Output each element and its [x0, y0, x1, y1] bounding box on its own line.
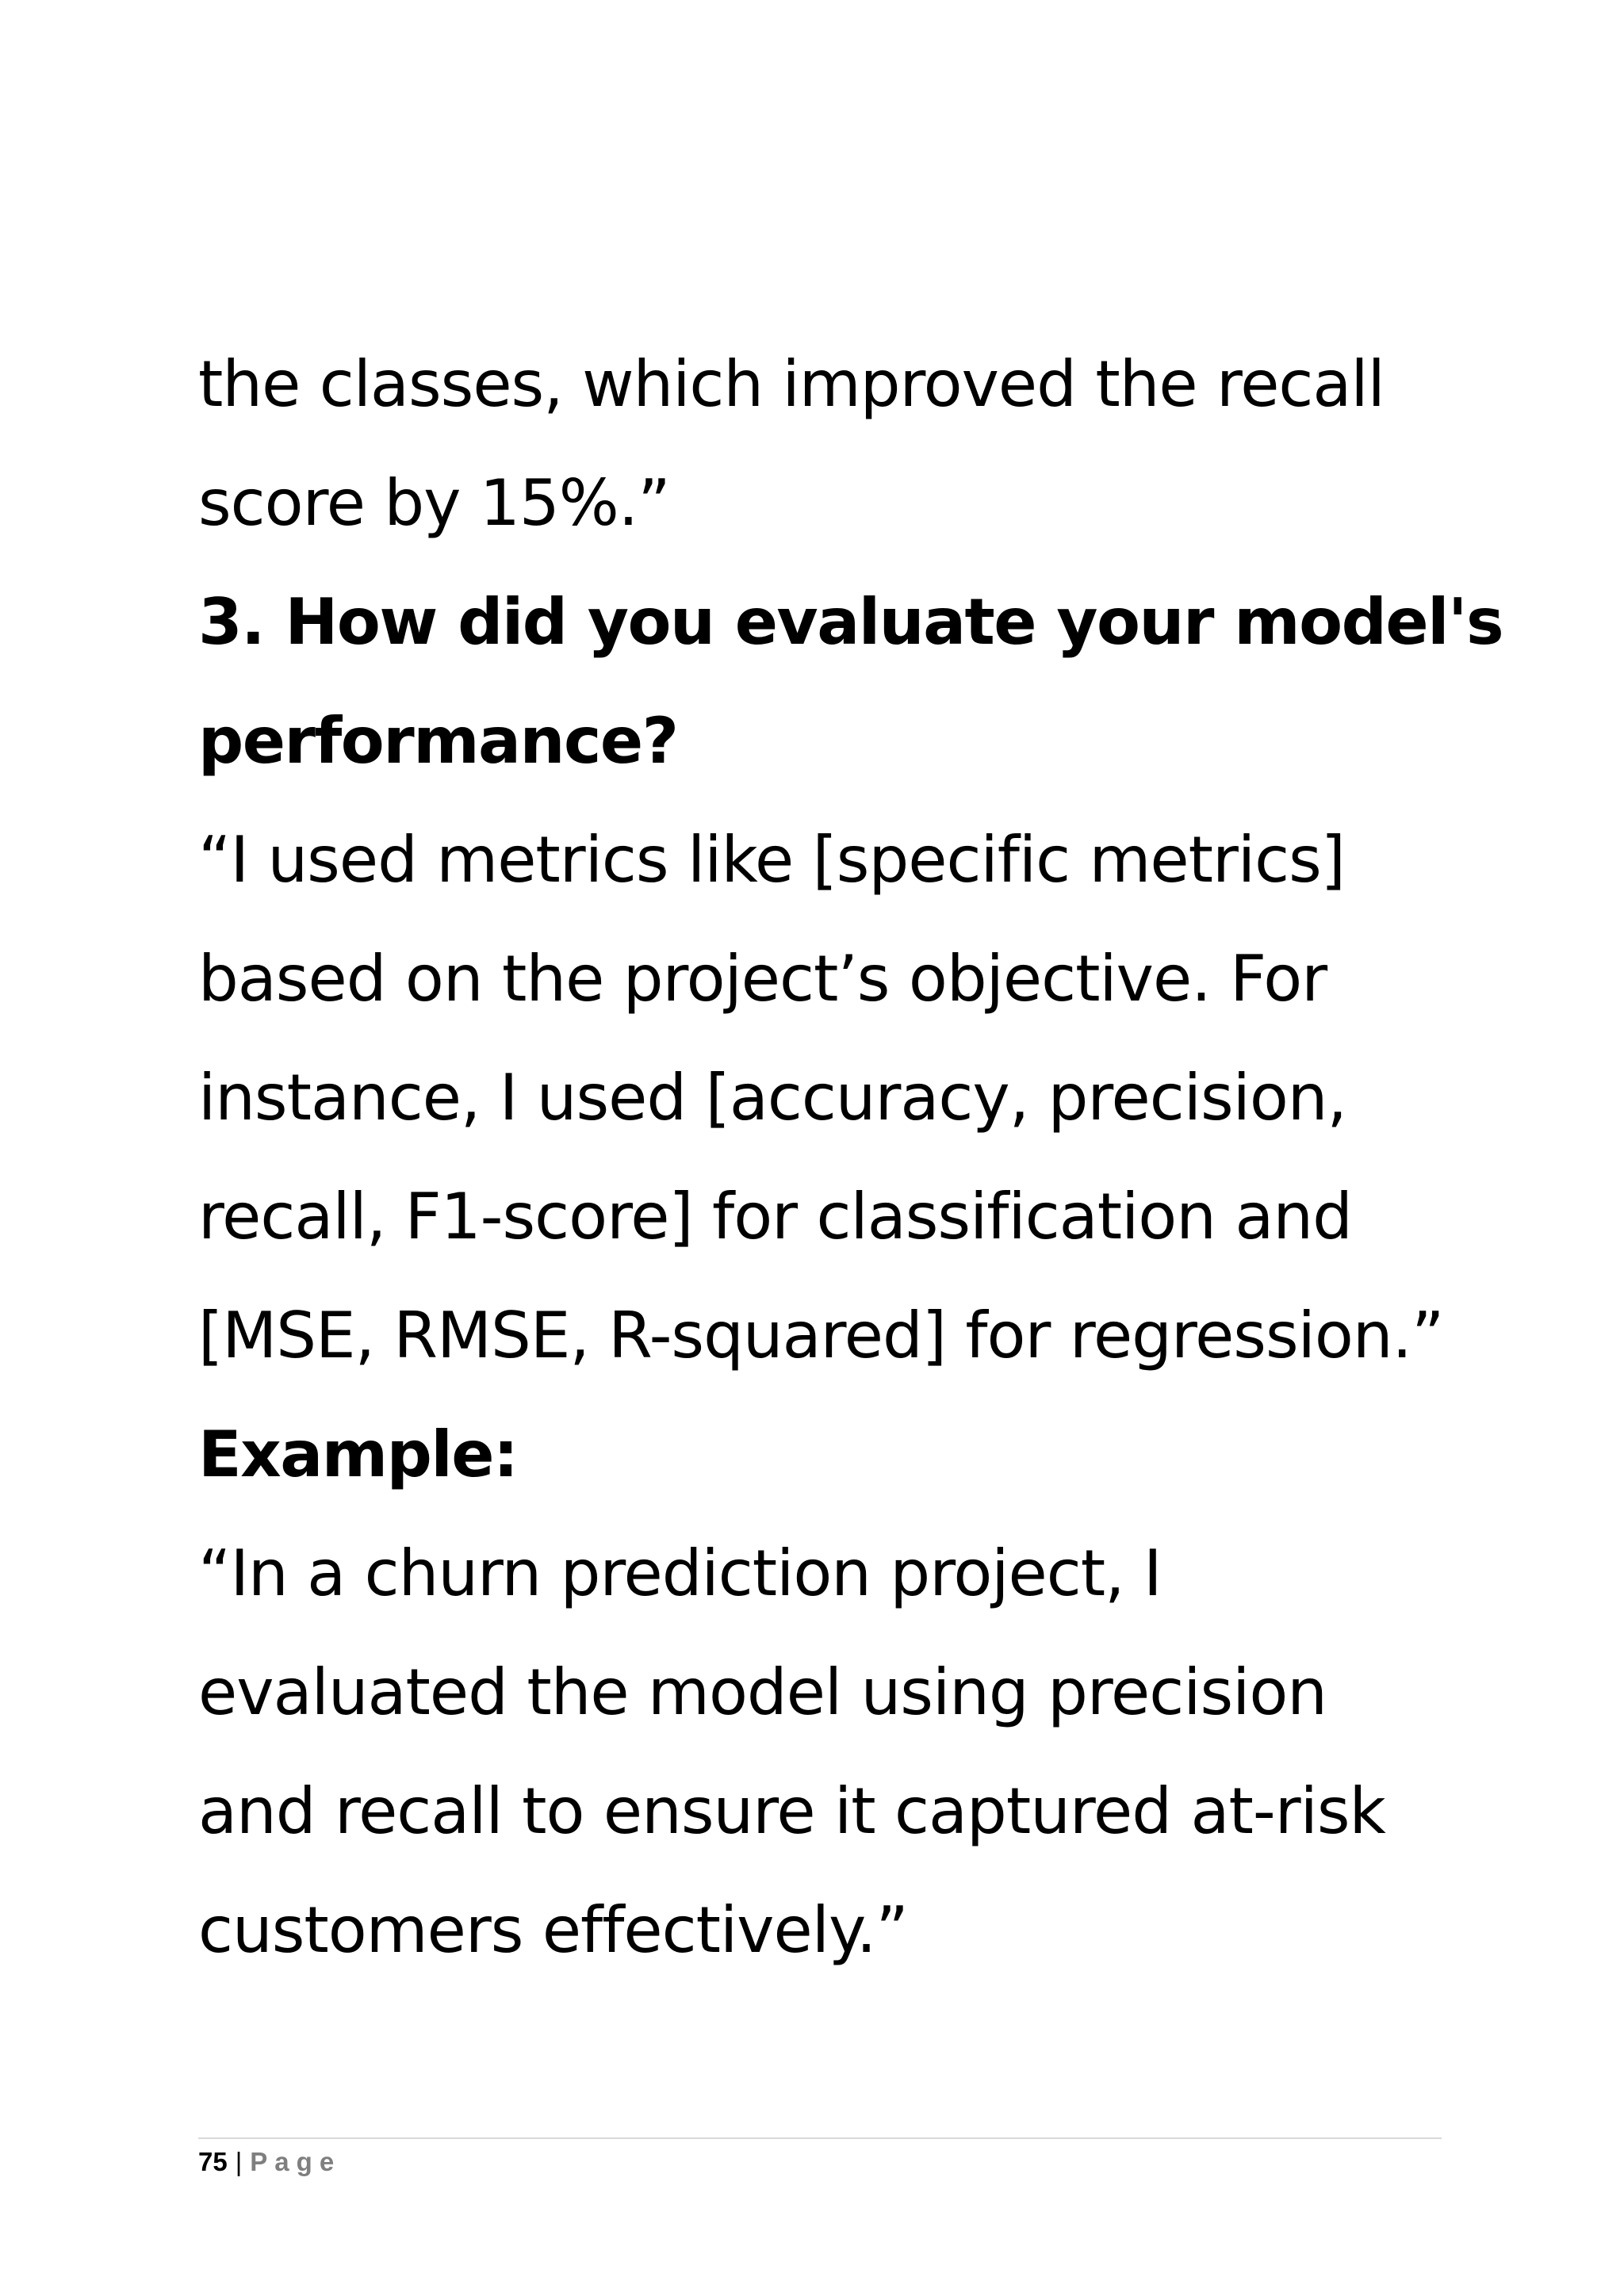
answer-text-line: “I used metrics like [specific metrics] [198, 823, 1345, 897]
answer-text-line: based on the project’s objective. For [198, 942, 1327, 1016]
example-heading: Example: [198, 1418, 518, 1491]
answer-text-line: instance, I used [accuracy, precision, [198, 1061, 1346, 1135]
question-heading: performance? [198, 704, 678, 778]
page-footer [198, 2142, 341, 2182]
page-number: 75 [198, 2147, 228, 2176]
question-heading: 3. How did you evaluate your model's [198, 585, 1503, 659]
example-text-line: and recall to ensure it captured at-risk [198, 1774, 1385, 1848]
example-text-line: “In a churn prediction project, I [198, 1536, 1162, 1610]
answer-text-line: [MSE, RMSE, R-squared] for regression.” [198, 1299, 1444, 1372]
page-label: Page [250, 2147, 342, 2176]
answer-text-line: recall, F1-score] for classification and [198, 1180, 1352, 1253]
body-text-line: score by 15%.” [198, 466, 670, 540]
body-text-line: the classes, which improved the recall [198, 347, 1385, 421]
example-text-line: customers effectively.” [198, 1893, 908, 1967]
footer-divider [198, 2137, 1442, 2139]
example-text-line: evaluated the model using precision [198, 1655, 1327, 1729]
footer-separator: | [235, 2147, 243, 2176]
page-content [198, 325, 1503, 1990]
